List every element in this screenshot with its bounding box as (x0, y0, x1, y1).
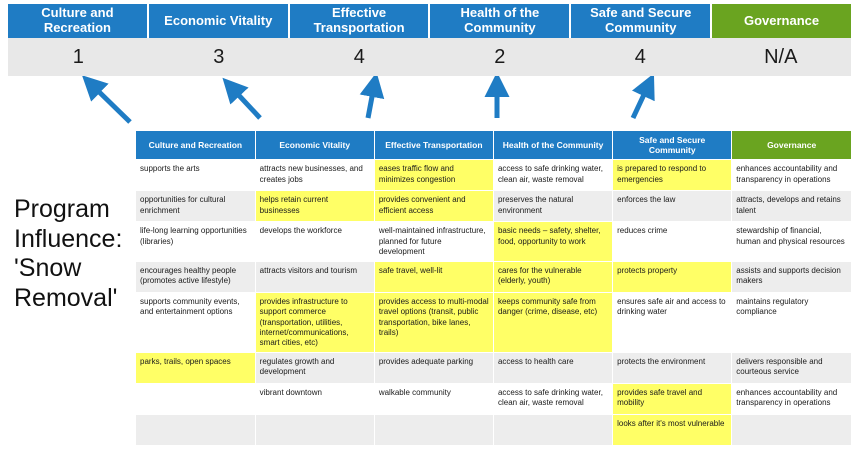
matrix-header-governance: Governance (732, 131, 851, 160)
matrix-header-row (136, 131, 851, 160)
matrix-cell (136, 384, 255, 415)
matrix-cell: keeps community safe from danger (crime, disease, etc) (493, 293, 612, 353)
arrow-economic-vitality (232, 88, 260, 118)
matrix-cell: helps retain current businesses (255, 191, 374, 222)
matrix-cell: provides convenient and efficient access (374, 191, 493, 222)
program-influence-caption: Program Influence: 'Snow Removal' (14, 195, 123, 312)
matrix-cell: delivers responsible and courteous service (732, 353, 851, 384)
matrix-cell (374, 415, 493, 446)
matrix-cell: develops the workforce (255, 222, 374, 262)
matrix-header-economic-vitality: Economic Vitality (255, 131, 374, 160)
goal-header-effective-transportation: Effective Transportation (290, 4, 431, 38)
score-governance: N/A (764, 45, 798, 68)
matrix-header-effective-transportation: Effective Transportation (374, 131, 493, 160)
matrix-cell (732, 415, 851, 446)
table-row (136, 222, 851, 262)
matrix-cell: enforces the law (613, 191, 732, 222)
goal-statement-matrix (136, 131, 851, 446)
goal-header-safe-and-secure-community: Safe and Secure Community (571, 4, 712, 38)
matrix-header-safe-and-secure-community: Safe and Secure Community (613, 131, 732, 160)
matrix-cell: supports the arts (136, 160, 255, 191)
matrix-cell: access to safe drinking water, clean air, waste removal (493, 384, 612, 415)
matrix-cell: provides adequate parking (374, 353, 493, 384)
arrow-culture-and-recreation (92, 85, 130, 122)
matrix-cell: attracts visitors and tourism (255, 262, 374, 293)
matrix-cell: protects the environment (613, 353, 732, 384)
matrix-cell: opportunities for cultural enrichment (136, 191, 255, 222)
matrix-cell: provides access to multi-modal travel options (transit, public transportation, bike lanes, trails) (374, 293, 493, 353)
score-effective-transportation: 4 (353, 45, 365, 68)
matrix-cell: enhances accountability and transparency in operations (732, 384, 851, 415)
table-row (136, 415, 851, 446)
arrow-effective-transportation (368, 86, 374, 118)
matrix-cell: provides infrastructure to support commerce (transportation, utilities, internet/communications, smart cities, etc) (255, 293, 374, 353)
matrix-cell: stewardship of financial, human and physical resources (732, 222, 851, 262)
goal-header-economic-vitality: Economic Vitality (149, 4, 290, 38)
matrix-cell: ensures safe air and access to drinking water (613, 293, 732, 353)
matrix-cell: access to health care (493, 353, 612, 384)
matrix-cell: attracts, develops and retains talent (732, 191, 851, 222)
score-health-of-the-community: 2 (494, 45, 506, 68)
matrix-cell: parks, trails, open spaces (136, 353, 255, 384)
matrix-cell (136, 415, 255, 446)
table-row (136, 384, 851, 415)
score-culture-and-recreation: 1 (72, 45, 84, 68)
goal-header-culture-and-recreation: Culture and Recreation (8, 4, 149, 38)
table-row (136, 353, 851, 384)
matrix-cell: enhances accountability and transparency in operations (732, 160, 851, 191)
matrix-cell: protects property (613, 262, 732, 293)
matrix-cell (493, 415, 612, 446)
matrix-cell: well-maintained infrastructure, planned for future development (374, 222, 493, 262)
matrix-cell: vibrant downtown (255, 384, 374, 415)
matrix-header-health-of-the-community: Health of the Community (493, 131, 612, 160)
matrix-cell: cares for the vulnerable (elderly, youth) (493, 262, 612, 293)
matrix-cell: attracts new businesses, and creates jobs (255, 160, 374, 191)
matrix-cell: assists and supports decision makers (732, 262, 851, 293)
table-row (136, 191, 851, 222)
matrix-cell: access to safe drinking water, clean air, waste removal (493, 160, 612, 191)
matrix-cell: preserves the natural environment (493, 191, 612, 222)
table-row (136, 293, 851, 353)
goal-header-governance: Governance (712, 4, 851, 38)
matrix-cell: reduces crime (613, 222, 732, 262)
matrix-cell: walkable community (374, 384, 493, 415)
matrix-cell: eases traffic flow and minimizes congestion (374, 160, 493, 191)
matrix-cell: supports community events, and entertainment options (136, 293, 255, 353)
matrix-cell: safe travel, well-lit (374, 262, 493, 293)
matrix-cell: regulates growth and development (255, 353, 374, 384)
matrix-cell: maintains regulatory compliance (732, 293, 851, 353)
score-band (8, 38, 851, 76)
table-row (136, 262, 851, 293)
matrix-cell: life-long learning opportunities (libraries) (136, 222, 255, 262)
goal-header-health-of-the-community: Health of the Community (430, 4, 571, 38)
matrix-cell: provides safe travel and mobility (613, 384, 732, 415)
matrix-cell: is prepared to respond to emergencies (613, 160, 732, 191)
matrix-cell: encourages healthy people (promotes active lifestyle) (136, 262, 255, 293)
matrix-cell: basic needs – safety, shelter, food, opportunity to work (493, 222, 612, 262)
goal-header-band (8, 4, 851, 38)
matrix-header-culture-and-recreation: Culture and Recreation (136, 131, 255, 160)
score-economic-vitality: 3 (213, 45, 225, 68)
score-safe-and-secure-community: 4 (634, 45, 646, 68)
matrix-cell: looks after it's most vulnerable (613, 415, 732, 446)
matrix-cell (255, 415, 374, 446)
arrow-safe-and-secure-community (633, 86, 648, 118)
arrow-group (0, 76, 859, 136)
table-row (136, 160, 851, 191)
